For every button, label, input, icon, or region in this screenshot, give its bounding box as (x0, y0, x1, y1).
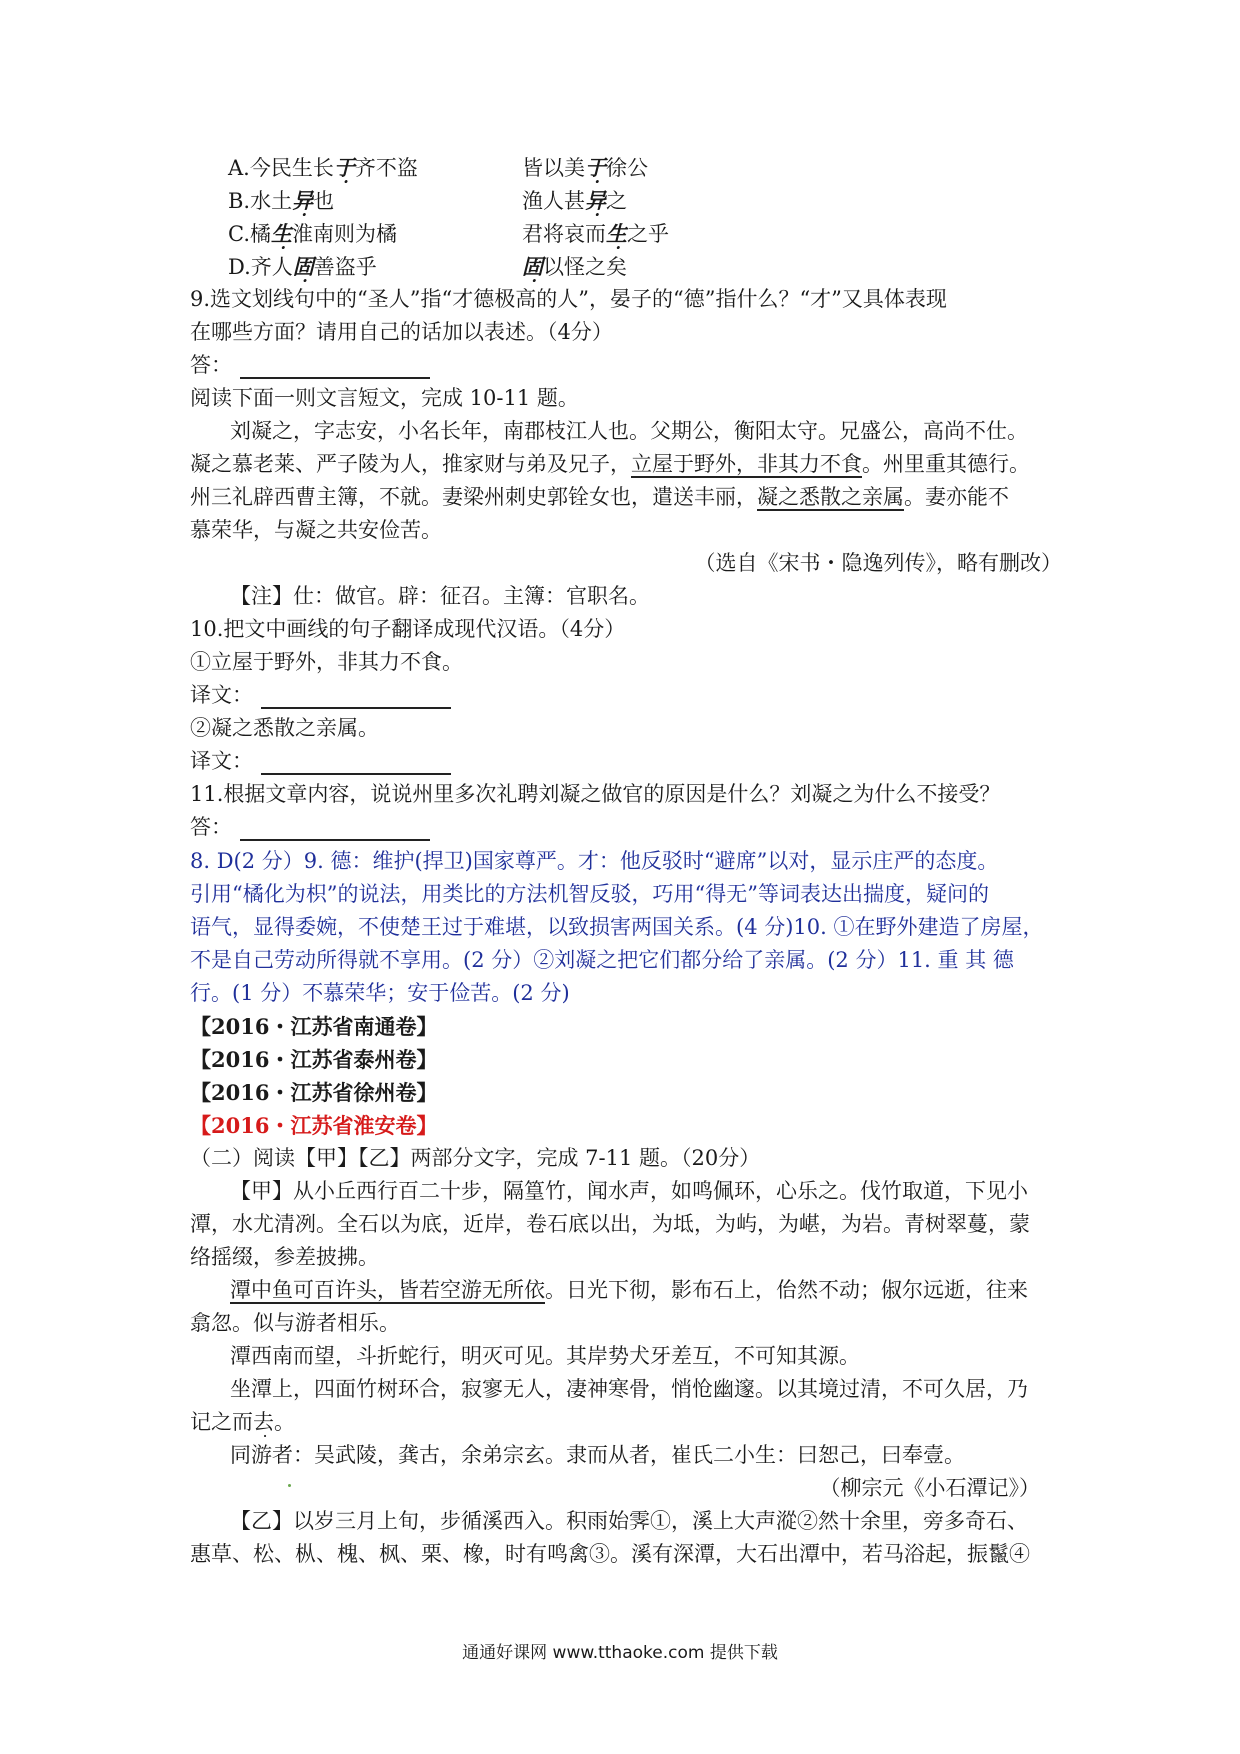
jia-line-1: 【甲】从小丘西行百二十步，隔篁竹，闻水声，如鸣佩环，心乐之。伐竹取道，下见小 (230, 1179, 1028, 1203)
question-11-answer: 答： (190, 811, 1062, 844)
jia-line-9: 同游者：吴武陵，龚古，余弟宗玄。隶而从者，崔氏二小生：曰恕己，曰奉壹。 (230, 1443, 965, 1467)
jia-line-7: 坐潭上，四面竹树环合，寂寥无人，凄神寒骨，悄怆幽邃。以其境过清，不可久居，乃 (230, 1377, 1028, 1401)
passage-line-3: 州三礼辟西曹主簿，不就。妻梁州刺史郭铨女也，遣送丰丽，凝之悉散之亲属。妻亦能不 (190, 485, 1009, 509)
question-11-title: 11.根据文章内容，说说州里多次礼聘刘凝之做官的原因是什么？刘凝之为什么不接受？ (190, 782, 1001, 806)
passage-line-2: 凝之慕老莱、严子陵为人，推家财与弟及兄子，立屋于野外，非其力不食。州里重其德行。 (190, 452, 1030, 476)
translation-2: 译文： (190, 745, 1062, 778)
question-10-s1: ①立屋于野外，非其力不食。 (190, 650, 463, 674)
question-10-s2: ②凝之悉散之亲属。 (190, 716, 379, 740)
question-10-title: 10.把文中画线的句子翻译成现代汉语。（4分） (190, 617, 626, 641)
passage-line-4: 慕荣华，与凝之共安俭苦。 (190, 518, 442, 542)
question-9-line2: 在哪些方面？请用自己的话加以表述。（4分） (190, 320, 613, 344)
passage-line-1: 刘凝之，字志安，小名长年，南郡枝江人也。父期公，衡阳太守。兄盛公，高尚不仕。 (230, 419, 1028, 443)
exam-heading-taizhou: 【2016・江苏省泰州卷】 (190, 1047, 438, 1072)
section-2-title: （二）阅读【甲】【乙】两部分文字，完成 7-11 题。（20分） (190, 1146, 761, 1170)
option-b: B.水土异也 渔人甚异之 (228, 188, 627, 213)
jia-line-6: 潭西南而望，斗折蛇行，明灭可见。其岸势犬牙差互，不可知其源。 (230, 1344, 860, 1368)
exam-heading-huaian: 【2016・江苏省淮安卷】 (190, 1113, 438, 1138)
answer-line-1: 8. D(2 分）9. 德：维护(捍卫)国家尊严。才：他反驳时“避席”以对，显示庄严的态度。 (190, 849, 999, 873)
question-9-answer: 答： (190, 349, 1062, 382)
answer-blank (261, 751, 451, 775)
reading-intro: 阅读下面一则文言短文，完成 10-11 题。 (190, 386, 579, 410)
jia-line-3: 络摇缀，参差披拂。 (190, 1245, 379, 1269)
yi-line-1: 【乙】以岁三月上旬，步循溪西入。积雨始霁①，溪上大声漎②然十余里，旁多奇石、 (230, 1509, 1028, 1533)
question-9-line1: 9.选文划线句中的“圣人”指“才德极高的人”，晏子的“德”指什么？“才”又具体表现 (190, 287, 947, 311)
answer-line-5: 行。(1 分）不慕荣华；安于俭苦。(2 分) (190, 981, 570, 1005)
stray-mark (288, 1484, 291, 1487)
exam-heading-nantong: 【2016・江苏省南通卷】 (190, 1014, 438, 1039)
option-a: A.今民生长于齐不盗 皆以美于徐公 (228, 155, 648, 180)
jia-line-8: 记之而去。 (190, 1410, 295, 1434)
jia-line-5: 翕忽。似与游者相乐。 (190, 1311, 400, 1335)
passage-source: （选自《宋书・隐逸列传》，略有删改） (694, 551, 1062, 575)
underlined-sentence-3: 潭中鱼可百许头，皆若空游无所依 (230, 1278, 545, 1302)
translation-1: 译文： (190, 679, 1062, 712)
page-footer: 通通好课网 www.tthaoke.com 提供下载 (462, 1643, 778, 1663)
answer-line-3: 语气，显得委婉，不使楚王过于难堪，以致损害两国关系。(4 分)10. ①在野外建造了房屋， (190, 915, 1044, 939)
yi-line-2: 惠草、松、枞、槐、枫、栗、橡，时有鸣禽③。溪有深潭，大石出潭中，若马浴起，振鬣④ (190, 1542, 1030, 1566)
answer-line-2: 引用“橘化为枳”的说法，用类比的方法机智反驳，巧用“得无”等词表达出揣度，疑问的 (190, 882, 989, 906)
exam-heading-xuzhou: 【2016・江苏省徐州卷】 (190, 1080, 438, 1105)
answer-blank (240, 355, 430, 379)
passage-note: 【注】仕：做官。辟：征召。主簿：官职名。 (230, 584, 650, 608)
underlined-sentence-1: 立屋于野外，非其力不食 (631, 452, 862, 476)
answer-line-4: 不是自己劳动所得就不享用。(2 分）②刘凝之把它们都分给了亲属。(2 分）11. 重 其 德 (190, 948, 1014, 972)
jia-line-4: 潭中鱼可百许头，皆若空游无所依。日光下彻，影布石上，佁然不动；俶尔远逝，往来 (230, 1278, 1028, 1302)
option-c: C.橘生淮南则为橘 君将哀而生之乎 (228, 221, 669, 246)
answer-blank (261, 685, 451, 709)
answer-blank (240, 817, 430, 841)
jia-source: （柳宗元《小石潭记》） (819, 1476, 1040, 1500)
option-d: D.齐人固善盗乎 固以怪之矣 (228, 254, 627, 279)
jia-line-2: 潭，水尤清冽。全石以为底，近岸，卷石底以出，为坻，为屿，为嵁，为岩。青树翠蔓，蒙 (190, 1212, 1030, 1236)
underlined-sentence-2: 凝之悉散之亲属 (757, 485, 904, 509)
